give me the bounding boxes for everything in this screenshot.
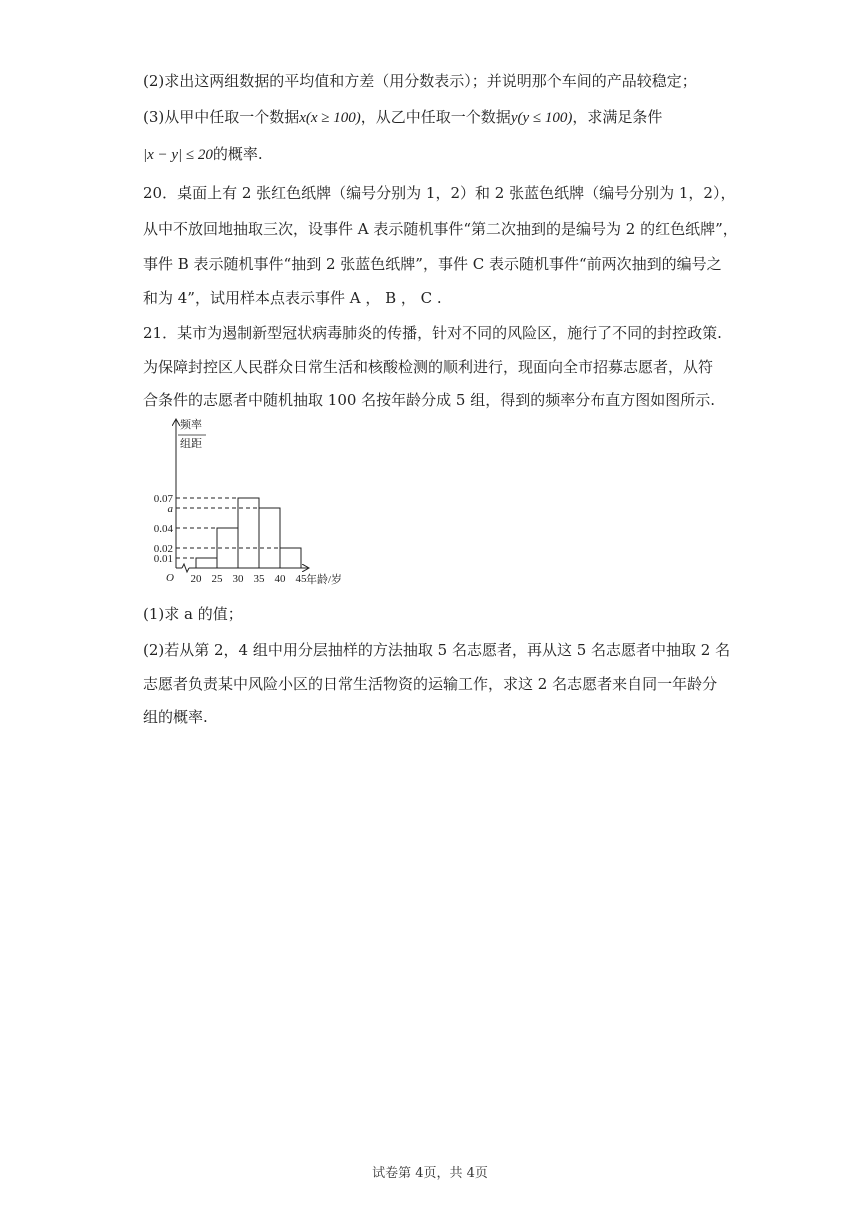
q19-part2: (2)求出这两组数据的平均值和方差（用分数表示）；并说明那个车间的产品较稳定； [143, 72, 697, 90]
x-axis-break [182, 564, 189, 572]
y-tick-label-1: 0.01 [153, 553, 173, 565]
y-axis-label-bottom: 组距 [180, 438, 202, 450]
q19-inequality: |x − y| ≤ 20 [143, 147, 213, 163]
q19-part3-text-c: ，求满足条件 [572, 108, 663, 126]
q19-part3-text-b: ，从乙中任取一个数据 [360, 108, 511, 126]
q19-part3-text-d: 的概率. [212, 145, 263, 163]
q20-line4: 和为 4”，试用样本点表示事件 A ， B ， C . [143, 289, 442, 307]
y-tick-label-5: 0.07 [153, 493, 173, 505]
q21-line3: 合条件的志愿者中随机抽取 100 名按年龄分成 5 组，得到的频率分布直方图如图所示. [143, 391, 716, 409]
q19-y-condition: y(y ≤ 100) [510, 110, 573, 126]
q20-line3: 事件 B 表示随机事件“抽到 2 张蓝色纸牌”，事件 C 表示随机事件“前两次抽到的编号之 [143, 255, 722, 273]
q19-part3-text-a: (3)从甲中任取一个数据 [143, 108, 300, 126]
histogram-bar-5 [280, 548, 301, 568]
y-axis-label-top: 频率 [180, 419, 202, 431]
frequency-histogram [138, 414, 368, 594]
q21-part2-line3: 组的概率. [143, 708, 208, 726]
y-tick-label-4: a [167, 503, 173, 515]
x-tick-label-2: 25 [211, 573, 223, 585]
q19-x-condition: x(x ≥ 100) [299, 110, 361, 126]
histogram-bar-3 [238, 498, 259, 568]
y-tick-label-2: 0.02 [153, 543, 173, 555]
x-tick-label-5: 40 [274, 573, 286, 585]
x-tick-label-6: 45 [295, 573, 307, 585]
q21-line1: 21．某市为遏制新型冠状病毒肺炎的传播，针对不同的风险区，施行了不同的封控政策. [143, 324, 722, 342]
q21-part1: (1)求 a 的值； [143, 605, 243, 623]
histogram-labels [154, 417, 342, 586]
page-footer: 试卷第 4页，共 4页 [372, 1166, 488, 1181]
q19-part3-line2 [143, 144, 263, 165]
origin-label: O [166, 572, 174, 584]
x-tick-label-3: 30 [232, 573, 244, 585]
q20-line2: 从中不放回地抽取三次，设事件 A 表示随机事件“第二次抽到的是编号为 2 的红色纸牌”， [143, 220, 738, 238]
histogram-bar-1 [196, 558, 217, 568]
histogram-bars [196, 498, 301, 568]
histogram-bar-4 [259, 508, 280, 568]
x-tick-label-4: 35 [253, 573, 265, 585]
q20-line1: 20．桌面上有 2 张红色纸牌（编号分别为 1，2）和 2 张蓝色纸牌（编号分别为 1，2）， [143, 184, 736, 202]
q21-part2-line1: (2)若从第 2，4 组中用分层抽样的方法抽取 5 名志愿者，再从这 5 名志愿者中抽取 2 名 [143, 641, 731, 659]
x-tick-label-1: 20 [190, 573, 202, 585]
q19-part3-line1 [143, 107, 662, 128]
y-tick-label-3: 0.04 [153, 523, 173, 535]
q21-part2-line2: 志愿者负责某中风险小区的日常生活物资的运输工作，求这 2 名志愿者来自同一年龄分 [143, 675, 718, 693]
q21-line2: 为保障封控区人民群众日常生活和核酸检测的顺利进行，现面向全市招募志愿者，从符 [143, 358, 714, 376]
x-axis-label: 年龄/岁 [306, 574, 343, 586]
